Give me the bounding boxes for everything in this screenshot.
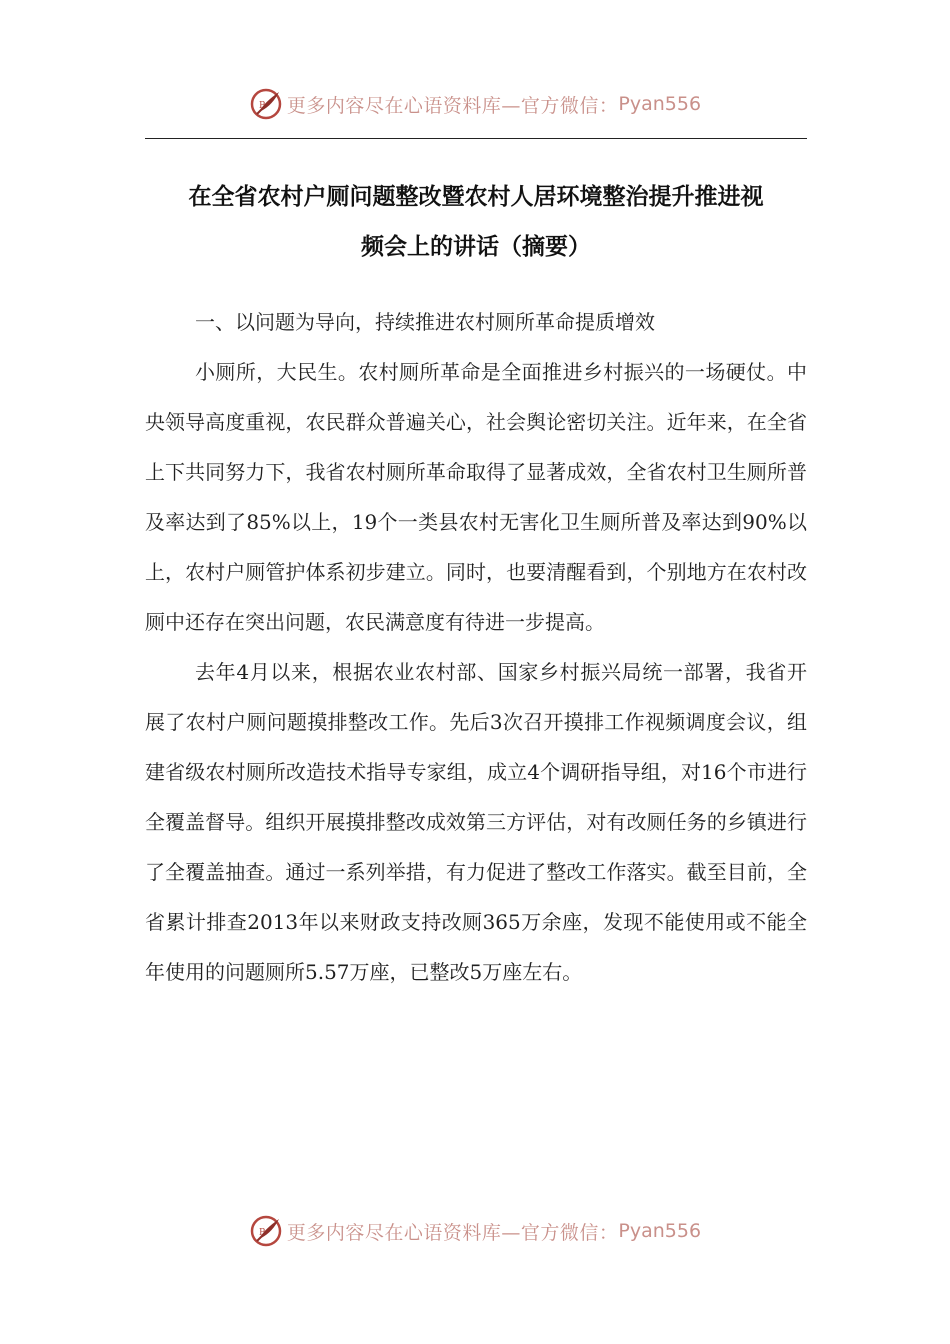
header-wechat-id: Pyan556 [618, 93, 702, 115]
section-heading: 一、以问题为导向，持续推进农村厕所革命提质增效 [195, 310, 655, 334]
header-divider [145, 138, 807, 139]
paragraph: 去年4月以来，根据农业农村部、国家乡村振兴局统一部署，我省开展了农村户厕问题摸排整改工作。先后3次召开摸排工作视频调度会议，组建省级农村厕所改造技术指导专家组，成立4个调研指导组，对16个市进行全覆盖督导。组织开展摸排整改成效第三方评估，对有改厕任务的乡镇进行了全覆盖抽查。通过一系列举措，有力促进了整改工作落实。截至目前，全省累计排查2013年以来财政支持改厕365万余座，发现不能使用或不能全年使用的问题厕所5.57万座，已整改5万座左右。 [145, 660, 807, 984]
header-banner [0, 84, 950, 124]
paragraph: 小厕所，大民生。农村厕所革命是全面推进乡村振兴的一场硬仗。中央领导高度重视，农民群众普遍关心，社会舆论密切关注。近年来，在全省上下共同努力下，我省农村厕所革命取得了显著成效，全省农村卫生厕所普及率达到了85%以上，19个一类县农村无害化卫生厕所普及率达到90%以上，农村户厕管护体系初步建立。同时，也要清醒看到，个别地方在农村改厕中还存在突出问题，农民满意度有待进一步提高。 [145, 360, 807, 634]
quill-logo-icon [249, 1214, 283, 1248]
title-line-1: 在全省农村户厕问题整改暨农村人居环境整治提升推进视 [188, 184, 764, 210]
footer-banner [0, 1211, 950, 1251]
footer-wechat-id: Pyan556 [618, 1220, 702, 1242]
document-title [145, 172, 807, 272]
svg-text:P: P [258, 1228, 265, 1238]
document-body [145, 297, 807, 997]
header-banner-text: 更多内容尽在心语资料库—官方微信： [286, 94, 619, 117]
quill-logo-icon [249, 87, 283, 121]
title-line-2: 频会上的讲话（摘要） [361, 234, 591, 260]
svg-text:P: P [258, 101, 265, 111]
footer-banner-text: 更多内容尽在心语资料库—官方微信： [286, 1221, 619, 1244]
